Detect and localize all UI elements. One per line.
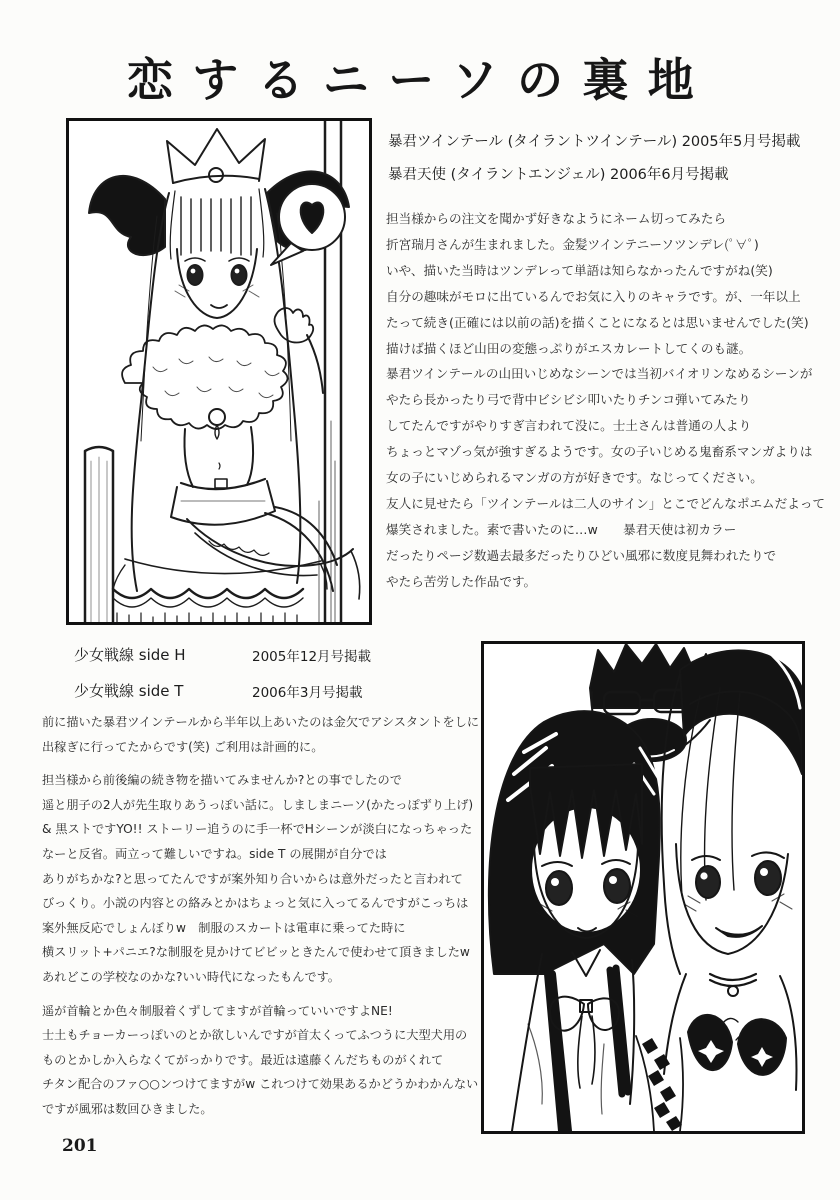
handwritten-line: 折宮瑞月さんが生まれました。金髪ツインテニーソツンデレ(ﾟ∀ﾟ) bbox=[386, 236, 759, 252]
handwritten-line: 爆笑されました。素で書いたのに…w 暴君天使は初カラー bbox=[386, 521, 737, 537]
handwritten-line: 横スリット+パニエ?な制服を見かけてビビッときたんで使わせて頂きましたw bbox=[42, 945, 470, 960]
handwritten-line: 暴君ツインテールの山田いじめなシーンでは当初バイオリンなめるシーンが bbox=[386, 366, 813, 382]
handwritten-line: やたら長かったり弓で背中ビシビシ叩いたりチンコ弾いてみたり bbox=[386, 392, 751, 408]
section1-credits bbox=[388, 126, 800, 192]
handwritten-line: してたんですがやりすぎ言われて没に。士土さんは普通の人より bbox=[386, 418, 752, 434]
illustration-two-girls bbox=[481, 641, 805, 1134]
credit-row bbox=[74, 674, 371, 710]
handwritten-line: いや、描いた当時はツンデレって単語は知らなかったんですがね(笑) bbox=[386, 262, 773, 278]
torso bbox=[171, 427, 275, 525]
handwritten-line: チタン配合のファ○○ンつけてますがw これつけて効果あるかどうかわかんない bbox=[42, 1077, 479, 1092]
handwritten-line: & 黒ストですYO!! ストーリー追うのに手一杯でHシーンが淡白になっちゃった bbox=[42, 822, 473, 837]
section2-paragraph bbox=[42, 710, 480, 1122]
handwritten-line: 友人に見せたら「ツインテールは二人のサイン」とこでどんなポエムだよって bbox=[386, 495, 826, 511]
throne-girl-drawing bbox=[69, 121, 369, 622]
crossed-legs bbox=[187, 507, 360, 599]
crown-icon bbox=[167, 129, 265, 183]
long-hair bbox=[132, 189, 301, 591]
handwritten-line: 女の子にいじめられるマンガの方が好きです。なじってください。 bbox=[386, 470, 763, 486]
handwritten-line: ですが風邪は数回ひきました。 bbox=[42, 1101, 213, 1116]
issue-info: 2006年3月号掲載 bbox=[252, 685, 363, 701]
section1-paragraph bbox=[386, 206, 838, 595]
story-title: 少女戦線 side H bbox=[74, 646, 186, 664]
credit-line: 暴君ツインテール (タイラントツインテール) 2005年5月号掲載 bbox=[388, 134, 801, 150]
section2-credits bbox=[74, 638, 371, 710]
handwritten-line: ものとかしか入らなくてがっかりです。最近は遠藤くんだちものがくれて bbox=[42, 1052, 444, 1067]
handwritten-line: 描けば描くほど山田の変態っぷりがエスカレートしてくのも謎。 bbox=[386, 340, 752, 356]
handwritten-line: 前に描いた暴君ツインテールから半年以上あいたのは金欠でアシスタントをしに bbox=[42, 715, 480, 729]
handwritten-line: やたら苦労した作品です。 bbox=[386, 573, 537, 589]
credit-line: 暴君天使 (タイラントエンジェル) 2006年6月号掲載 bbox=[388, 167, 729, 183]
handwritten-line: 担当様から前後編の続き物を描いてみませんか?との事でしたので bbox=[42, 773, 402, 788]
handwritten-line: 遥が首輪とか色々制服着くずしてますが首輪っていいですよNE! bbox=[42, 1003, 393, 1018]
handwritten-line: 担当様からの注文を聞かず好きなようにネーム切ってみたら bbox=[386, 211, 727, 226]
handwritten-line: ありがちかな?と思ってたんですが案外知り合いからは意外だったと言われて bbox=[42, 871, 463, 886]
throne-base bbox=[113, 559, 327, 622]
girl-black-hair bbox=[489, 711, 662, 1131]
page-number: 201 bbox=[62, 1136, 98, 1156]
handwritten-line: 遥と朋子の2人が先生取りあうっぽい話に。しましまニーソ(かたっぽずり上げ) bbox=[42, 797, 474, 812]
handwritten-line: 出稼ぎに行ってたからです(笑) ご利用は計画的に。 bbox=[42, 739, 324, 754]
handwritten-line: だったりページ数過去最多だったりひどい風邪に数度見舞われたりで bbox=[386, 547, 777, 563]
handwritten-line: 案外無反応でしょんぼりw 制服のスカートは電車に乗ってた時に bbox=[42, 920, 406, 935]
story-title: 少女戦線 side T bbox=[74, 682, 184, 700]
handwritten-line: あれどこの学校なのかな?いい時代になったもんです。 bbox=[42, 969, 340, 984]
issue-info: 2005年12月号掲載 bbox=[252, 649, 372, 665]
two-girls-drawing bbox=[484, 644, 802, 1131]
handwritten-line: びっくり。小説の内容との絡みとかはちょっと気に入ってるんですがこっちは bbox=[42, 896, 469, 911]
handwritten-line: 士土もチョーカーっぽいのとか欲しいんですが首太くってふつうに大型犬用の bbox=[42, 1028, 468, 1043]
handwritten-line: たって続き(正確には以前の話)を描くことになるとは思いませんでした(笑) bbox=[386, 314, 809, 330]
handwritten-line: ちょっとマゾっ気が強すぎるようです。女の子いじめる鬼畜系マンガよりは bbox=[386, 444, 813, 460]
page-title: 恋するニーソの裏地 bbox=[126, 53, 714, 107]
illustration-throne-girl bbox=[66, 118, 372, 625]
handwritten-line: 自分の趣味がモロに出ているんでお気に入りのキャラです。が、一年以上 bbox=[386, 288, 801, 304]
credit-row bbox=[74, 638, 371, 674]
face bbox=[175, 249, 259, 318]
choker-ring bbox=[728, 986, 738, 996]
fur-capelet bbox=[122, 325, 287, 439]
handwritten-line: なーと反省。両立って難しいですね。side T の展開が自分では bbox=[42, 846, 387, 861]
